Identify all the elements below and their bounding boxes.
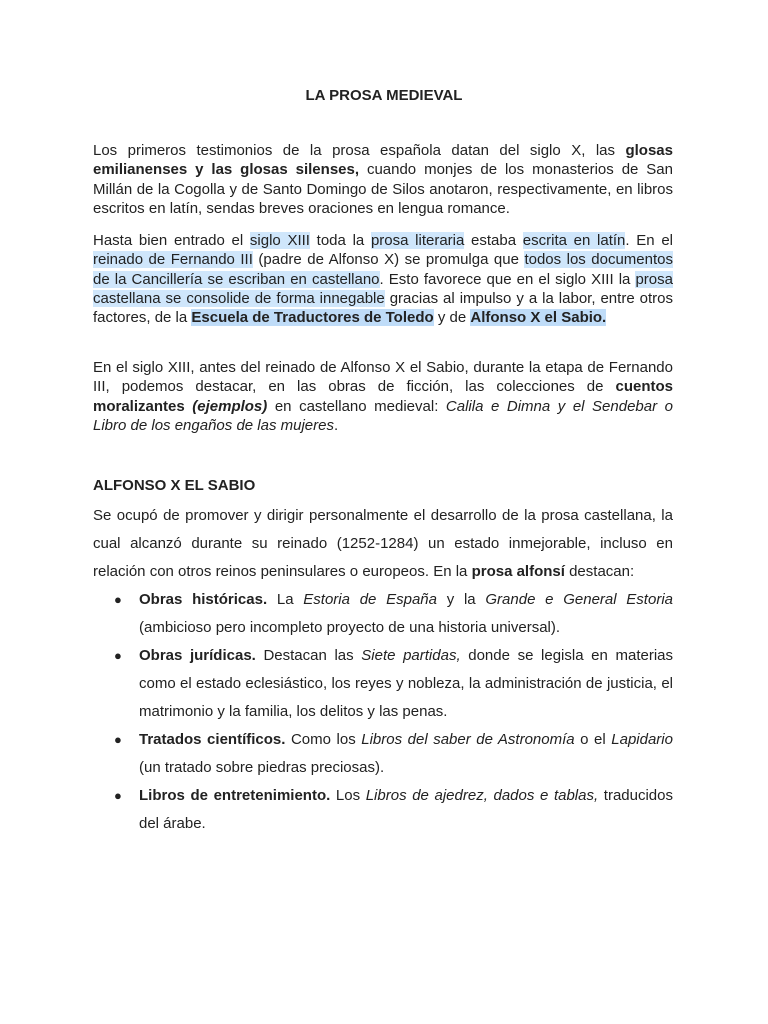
paragraph-cuentos bbox=[93, 358, 673, 435]
list-item bbox=[93, 726, 673, 782]
list-item bbox=[93, 782, 673, 838]
text-run: y de bbox=[433, 309, 471, 327]
text-run: . Esto favorece que en el siglo XIII la bbox=[379, 270, 636, 288]
bold-run: glosas emilianenses y las glosas silenses, bbox=[93, 142, 673, 179]
italic-run: Libros del saber de Astronomía bbox=[361, 731, 575, 748]
highlight: reinado de Fernando III bbox=[93, 251, 253, 269]
italic-run: Calila e Dimna y el Sendebar o Libro de los engaños de las mujeres bbox=[93, 397, 674, 434]
bullet-icon: ● bbox=[114, 648, 122, 663]
list-item bbox=[93, 642, 673, 726]
text-run: y la bbox=[437, 591, 486, 608]
italic-run: Estoria de España bbox=[303, 591, 437, 608]
text-run: En el siglo XIII, antes del reinado de Alfonso X el Sabio, durante la etapa de Fernando III, podemos destacar, en las obras de ficción, las colecciones de bbox=[93, 359, 673, 396]
text-run: Hasta bien entrado el bbox=[93, 232, 250, 249]
highlight: siglo XIII bbox=[249, 232, 310, 249]
paragraph-alfonso bbox=[93, 502, 673, 586]
italic-run: Grande e General Estoria bbox=[485, 591, 673, 608]
section-heading: ALFONSO X EL SABIO bbox=[93, 477, 256, 494]
bullet-icon: ● bbox=[114, 592, 122, 607]
bold-run: prosa alfonsí bbox=[471, 563, 565, 580]
highlight: prosa literaria bbox=[370, 232, 465, 249]
highlight: escrita en latín bbox=[522, 232, 626, 249]
text-run: Los primeros testimonios de la prosa española datan del siglo X, las bbox=[93, 142, 626, 159]
text-run: estaba bbox=[464, 232, 523, 249]
text-run: toda la bbox=[309, 232, 371, 249]
item-title: Obras históricas. bbox=[139, 591, 268, 608]
highlight-bold: Escuela de Traductores de Toledo bbox=[191, 309, 434, 327]
bold-italic-run: (ejemplos) bbox=[184, 397, 268, 415]
paragraph-glosas bbox=[93, 141, 673, 218]
text-run: cuando monjes de los monasterios de San Millán de la Cogolla y de Santo Domingo de Silos anotaron, respectivamente, en libros escritos en latín, sendas breves oraciones en lengua romance. bbox=[93, 161, 673, 217]
text-run: Como los bbox=[285, 731, 362, 748]
item-title: Tratados científicos. bbox=[139, 731, 286, 748]
bullet-icon: ● bbox=[114, 788, 122, 803]
list-item bbox=[93, 586, 673, 642]
bullet-icon: ● bbox=[114, 732, 122, 747]
text-run: . bbox=[333, 416, 339, 434]
works-list bbox=[93, 586, 673, 838]
paragraph-prosa-castellana bbox=[93, 231, 673, 328]
text-run: Se ocupó de promover y dirigir personalmente el desarrollo de la prosa castellana, la cual alcanzó durante su reinado (1252-1284) un estado inmejorable, incluso en relación con otros reinos peninsulares o europeos. En la bbox=[93, 507, 673, 580]
italic-run: Libros de ajedrez, dados e tablas, bbox=[365, 787, 599, 804]
text-run: gracias al impulso y a la labor, entre otros factores, de la bbox=[93, 289, 673, 327]
highlight: prosa castellana se consolide de forma innegable bbox=[93, 270, 673, 307]
text-run: destacan: bbox=[564, 563, 635, 580]
page-title: LA PROSA MEDIEVAL bbox=[305, 87, 463, 104]
italic-run: Lapidario bbox=[611, 731, 673, 748]
item-title: Obras jurídicas. bbox=[139, 647, 256, 664]
text-run: (ambicioso pero incompleto proyecto de una historia universal). bbox=[139, 619, 561, 636]
text-run: . En el bbox=[625, 232, 673, 249]
italic-run: Siete partidas, bbox=[361, 647, 461, 664]
item-title: Libros de entretenimiento. bbox=[139, 787, 331, 804]
text-run: o el bbox=[574, 731, 612, 748]
text-run: en castellano medieval: bbox=[267, 397, 446, 415]
text-run: (un tratado sobre piedras preciosas). bbox=[139, 759, 385, 776]
text-run: (padre de Alfonso X) se promulga que bbox=[252, 251, 525, 269]
highlight-bold: Alfonso X el Sabio. bbox=[470, 309, 607, 327]
text-run: donde se legisla en materias como el estado eclesiástico, los reyes y nobleza, la administración de justicia, el matrimonio y la familia, los delitos y las penas. bbox=[139, 647, 674, 720]
text-run: La bbox=[267, 591, 304, 608]
bold-run: cuentos moralizantes bbox=[93, 378, 673, 415]
text-run: traducidos del árabe. bbox=[139, 787, 673, 832]
text-run: Destacan las bbox=[255, 647, 362, 664]
highlight: todos los documentos de la Cancillería se escriban en castellano bbox=[93, 251, 673, 288]
text-run: Los bbox=[330, 787, 366, 804]
